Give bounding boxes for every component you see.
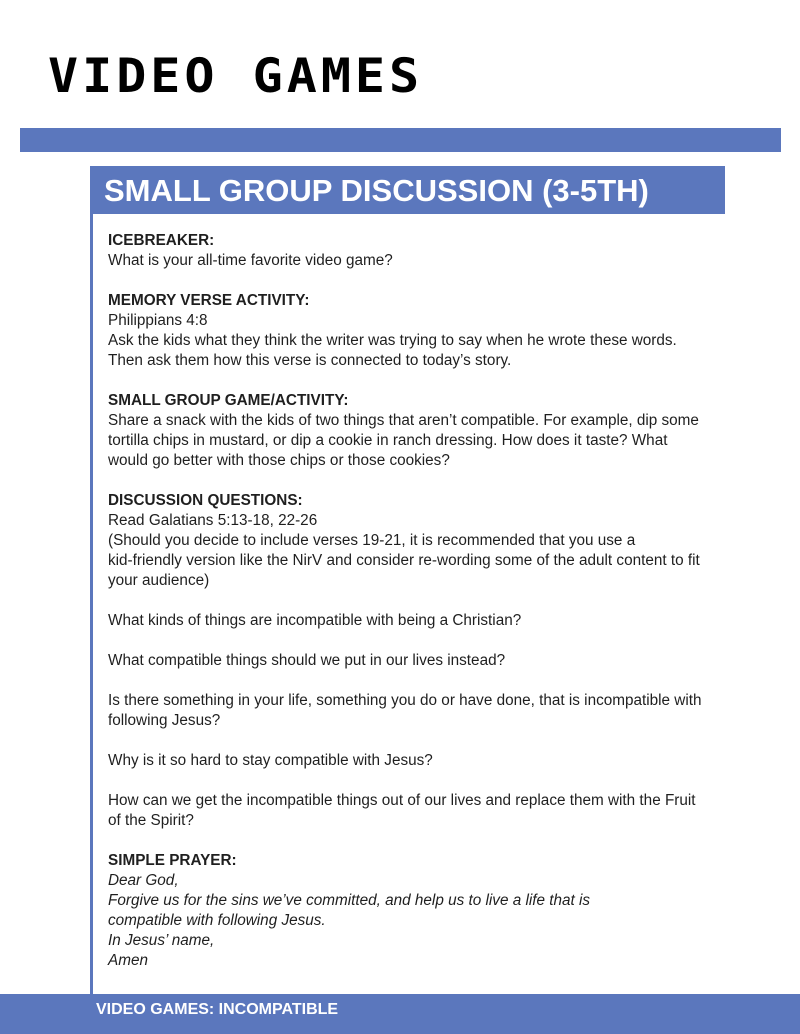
scripture-reading: Read Galatians 5:13-18, 22-26	[108, 512, 318, 529]
icebreaker-section	[108, 231, 748, 271]
footer-title: VIDEO GAMES: INCOMPATIBLE	[96, 1001, 339, 1018]
prayer-line: compatible with following Jesus.	[108, 912, 326, 929]
memory-verse-text: Ask the kids what they think the writer was trying to say when he wrote these words.	[108, 332, 677, 349]
game-activity-text: Share a snack with the kids of two things that aren’t compatible. For example, dip some	[108, 412, 699, 429]
game-activity-section	[108, 391, 748, 471]
memory-verse-section	[108, 291, 748, 371]
prayer-line: Amen	[108, 952, 148, 969]
memory-verse-text: Then ask them how this verse is connected to today’s story.	[108, 352, 512, 369]
discussion-question: What kinds of things are incompatible with being a Christian?	[108, 612, 522, 629]
left-margin-rule	[90, 166, 93, 998]
icebreaker-label: ICEBREAKER:	[108, 232, 215, 249]
discussion-question: How can we get the incompatible things out of our lives and replace them with the Fruit	[108, 792, 696, 809]
discussion-question: Is there something in your life, something you do or have done, that is incompatible with	[108, 692, 702, 709]
header-divider-bar	[20, 128, 781, 152]
reading-note: (Should you decide to include verses 19-21, it is recommended that you use a	[108, 532, 636, 549]
prayer-section	[108, 851, 748, 971]
game-activity-label: SMALL GROUP GAME/ACTIVITY:	[108, 392, 349, 409]
discussion-questions-section	[108, 491, 748, 831]
prayer-line: Forgive us for the sins we’ve committed, and help us to live a life that is	[108, 892, 591, 909]
discussion-label: DISCUSSION QUESTIONS:	[108, 492, 303, 509]
game-activity-text: would go better with those chips or those cookies?	[108, 452, 450, 469]
reading-note: kid-friendly version like the NirV and consider re-wording some of the adult content to fit	[108, 552, 700, 569]
prayer-line: In Jesus’ name,	[108, 932, 215, 949]
discussion-question: of the Spirit?	[108, 812, 194, 829]
page-title: VIDEO GAMES	[48, 48, 424, 104]
memory-verse-label: MEMORY VERSE ACTIVITY:	[108, 292, 310, 309]
prayer-line: Dear God,	[108, 872, 179, 889]
game-activity-text: tortilla chips in mustard, or dip a cookie in ranch dressing. How does it taste? What	[108, 432, 668, 449]
discussion-question: What compatible things should we put in our lives instead?	[108, 652, 506, 669]
discussion-question: following Jesus?	[108, 712, 221, 729]
discussion-content	[108, 231, 748, 971]
icebreaker-question: What is your all-time favorite video game?	[108, 252, 393, 269]
prayer-label: SIMPLE PRAYER:	[108, 852, 237, 869]
section-heading: SMALL GROUP DISCUSSION (3-5TH)	[93, 166, 725, 214]
reading-note: your audience)	[108, 572, 210, 589]
discussion-question: Why is it so hard to stay compatible with Jesus?	[108, 752, 433, 769]
memory-verse-reference: Philippians 4:8	[108, 312, 208, 329]
